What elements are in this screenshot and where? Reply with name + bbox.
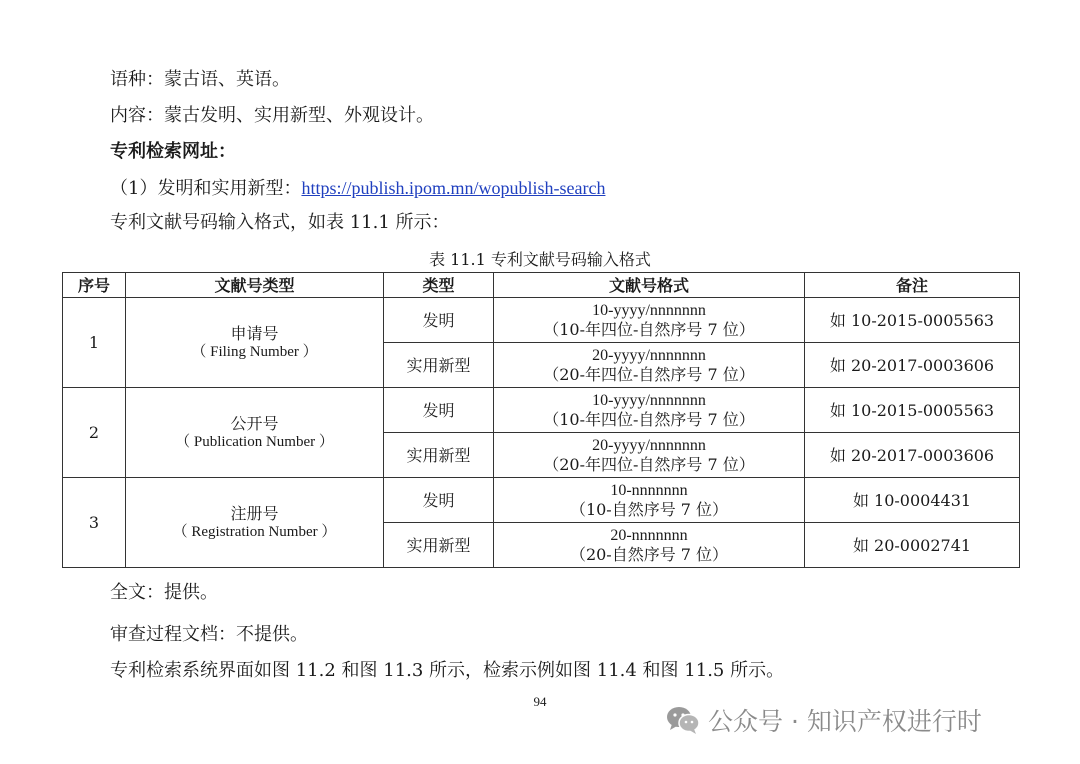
note-cell: 如 10-2015-0005563 <box>805 388 1020 433</box>
table-row <box>63 388 1020 433</box>
format-cell <box>494 343 805 388</box>
doc-type-cell <box>126 298 384 388</box>
header-kind: 类型 <box>384 273 494 298</box>
kind-cell: 实用新型 <box>384 433 494 478</box>
table-header-row <box>63 273 1020 298</box>
format-pattern: 10-yyyy/nnnnnnn <box>592 302 706 319</box>
watermark <box>666 701 982 739</box>
format-cell <box>494 388 805 433</box>
wechat-icon <box>666 705 700 735</box>
content-line: 内容：蒙古发明、实用新型、外观设计。 <box>110 105 434 126</box>
item1-prefix: （1）发明和实用新型： <box>110 178 302 199</box>
header-doc-type: 文献号类型 <box>126 273 384 298</box>
doc-type-cell <box>126 388 384 478</box>
number-format-table <box>62 272 1020 568</box>
search-heading: 专利检索网址： <box>110 141 236 162</box>
format-explanation: （20-年四位-自然序号 7 位） <box>543 455 755 474</box>
search-url-line <box>110 177 605 200</box>
doc-type-cell <box>126 478 384 568</box>
format-intro-line: 专利文献号码输入格式，如表 11.1 所示： <box>110 212 450 233</box>
row-index: 2 <box>63 388 126 478</box>
format-explanation: （20-自然序号 7 位） <box>569 545 729 564</box>
doc-type-en: （ Publication Number ） <box>175 433 334 450</box>
table-caption: 表 11.1 专利文献号码输入格式 <box>429 250 651 269</box>
exam-docs-line: 审查过程文档：不提供。 <box>110 624 308 645</box>
watermark-text: 公众号 · 知识产权进行时 <box>708 707 982 736</box>
format-pattern: 10-yyyy/nnnnnnn <box>592 392 706 409</box>
kind-cell: 发明 <box>384 478 494 523</box>
kind-cell: 实用新型 <box>384 523 494 568</box>
format-pattern: 20-yyyy/nnnnnnn <box>592 347 706 364</box>
table-row <box>63 478 1020 523</box>
note-cell: 如 10-0004431 <box>805 478 1020 523</box>
kind-cell: 发明 <box>384 298 494 343</box>
kind-cell: 发明 <box>384 388 494 433</box>
fulltext-line: 全文：提供。 <box>110 582 218 603</box>
format-explanation: （10-自然序号 7 位） <box>569 500 729 519</box>
doc-type-en: （ Filing Number ） <box>191 343 318 360</box>
language-line: 语种：蒙古语、英语。 <box>110 69 290 90</box>
row-index: 3 <box>63 478 126 568</box>
note-cell: 如 10-2015-0005563 <box>805 298 1020 343</box>
doc-type-cn: 公开号 <box>230 413 279 433</box>
format-explanation: （20-年四位-自然序号 7 位） <box>543 365 755 384</box>
note-cell: 如 20-0002741 <box>805 523 1020 568</box>
doc-type-cn: 注册号 <box>230 503 279 523</box>
format-pattern: 20-yyyy/nnnnnnn <box>592 437 706 454</box>
format-explanation: （10-年四位-自然序号 7 位） <box>543 410 755 429</box>
header-index: 序号 <box>63 273 126 298</box>
kind-cell: 实用新型 <box>384 343 494 388</box>
header-note: 备注 <box>805 273 1020 298</box>
note-cell: 如 20-2017-0003606 <box>805 433 1020 478</box>
format-cell <box>494 523 805 568</box>
search-url-link[interactable]: https://publish.ipom.mn/wopublish-search <box>301 178 606 198</box>
table-row <box>63 298 1020 343</box>
format-pattern: 20-nnnnnnn <box>610 527 688 544</box>
format-explanation: （10-年四位-自然序号 7 位） <box>543 320 755 339</box>
page-number: 94 <box>533 694 547 709</box>
row-index: 1 <box>63 298 126 388</box>
note-cell: 如 20-2017-0003606 <box>805 343 1020 388</box>
system-intro-line: 专利检索系统界面如图 11.2 和图 11.3 所示，检索示例如图 11.4 和图 11.5 所示。 <box>110 660 785 681</box>
format-cell <box>494 298 805 343</box>
format-pattern: 10-nnnnnnn <box>610 482 688 499</box>
doc-type-en: （ Registration Number ） <box>172 523 337 540</box>
format-cell <box>494 478 805 523</box>
doc-type-cn: 申请号 <box>230 323 279 343</box>
format-cell <box>494 433 805 478</box>
header-format: 文献号格式 <box>494 273 805 298</box>
